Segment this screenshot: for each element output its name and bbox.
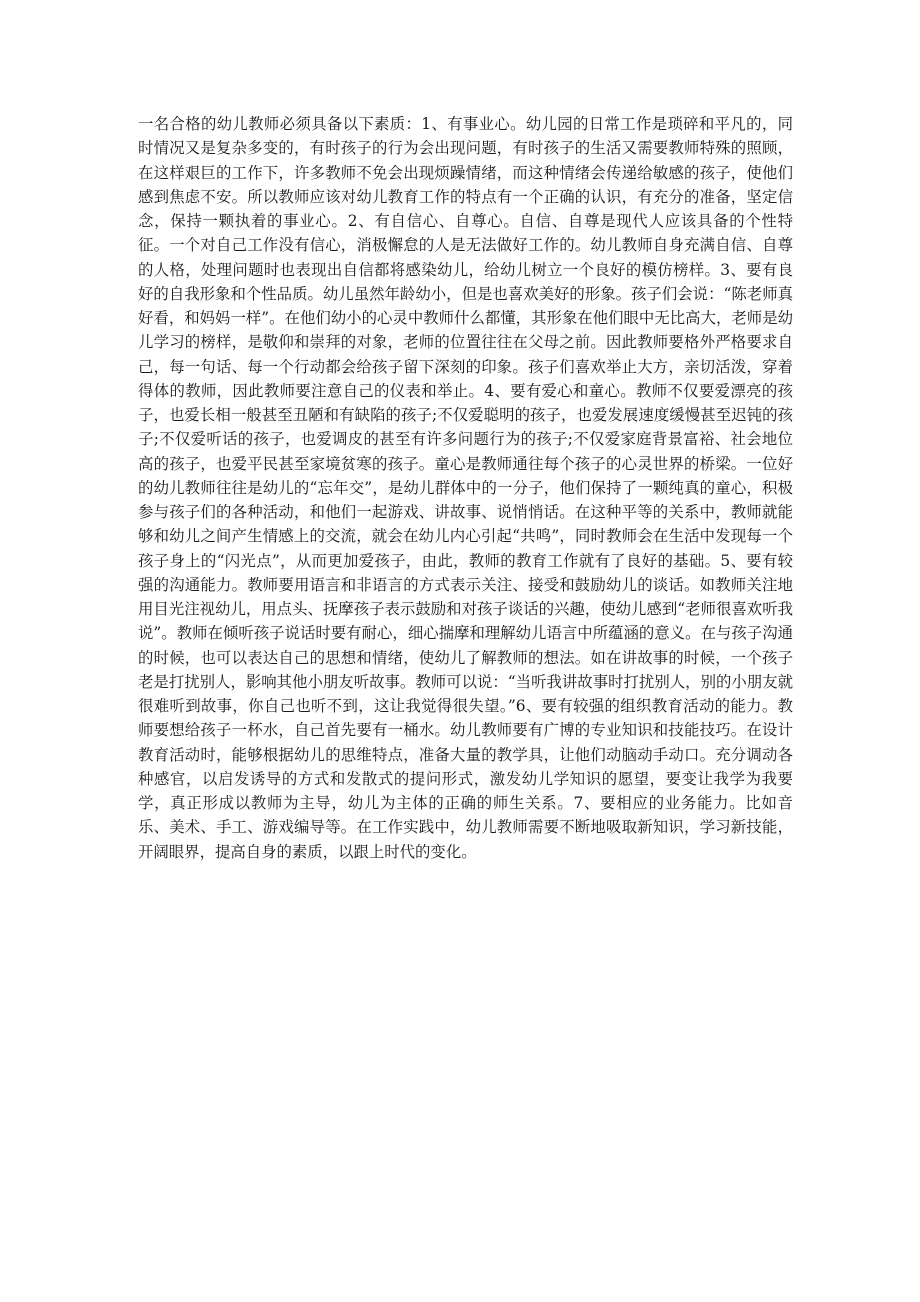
body-paragraph: 一名合格的幼儿教师必须具备以下素质：1、有事业心。幼儿园的日常工作是琐碎和平凡的，同时情况又是复杂多变的，有时孩子的行为会出现问题，有时孩子的生活又需要教师特殊的照顾，在这样艰巨的工作下，许多教师不免会出现烦躁情绪，而这种情绪会传递给敏感的孩子，使他们感到焦虑不安。所以教师应该对幼儿教育工作的特点有一个正确的认识，有充分的准备，坚定信念，保持一颗执着的事业心。2、有自信心、自尊心。自信、自尊是现代人应该具备的个性特征。一个对自己工作没有信心，消极懈怠的人是无法做好工作的。幼儿教师自身充满自信、自尊的人格，处理问题时也表现出自信都将感染幼儿，给幼儿树立一个良好的模仿榜样。3、要有良好的自我形象和个性品质。幼儿虽然年龄幼小，但是也喜欢美好的形象。孩子们会说：“陈老师真好看，和妈妈一样”。在他们幼小的心灵中教师什么都懂，其形象在他们眼中无比高大，老师是幼儿学习的榜样，是敬仰和崇拜的对象，老师的位置往往在父母之前。因此教师要格外严格要求自己，每一句话、每一个行动都会给孩子留下深刻的印象。孩子们喜欢举止大方，亲切活泼，穿着得体的教师，因此教师要注意自己的仪表和举止。4、要有爱心和童心。教师不仅要爱漂亮的孩子，也爱长相一般甚至丑陋和有缺陷的孩子;不仅爱聪明的孩子，也爱发展速度缓慢甚至迟钝的孩子;不仅爱听话的孩子，也爱调皮的甚至有许多问题行为的孩子;不仅爱家庭背景富裕、社会地位高的孩子，也爱平民甚至家境贫寒的孩子。童心是教师通往每个孩子的心灵世界的桥梁。一位好的幼儿教师往往是幼儿的“忘年交”，是幼儿群体中的一分子，他们保持了一颗纯真的童心，积极参与孩子们的各种活动，和他们一起游戏、讲故事、说悄悄话。在这种平等的关系中，教师就能够和幼儿之间产生情感上的交流，就会在幼儿内心引起“共鸣”，同时教师会在生活中发现每一个孩子身上的“闪光点”，从而更加爱孩子，由此，教师的教育工作就有了良好的基础。5、要有较强的沟通能力。教师要用语言和非语言的方式表示关注、接受和鼓励幼儿的谈话。如教师关注地用目光注视幼儿，用点头、抚摩孩子表示鼓励和对孩子谈话的兴趣，使幼儿感到“老师很喜欢听我说”。教师在倾听孩子说话时要有耐心，细心揣摩和理解幼儿语言中所蕴涵的意义。在与孩子沟通的时候，也可以表达自己的思想和情绪，使幼儿了解教师的想法。如在讲故事的时候，一个孩子老是打扰别人，影响其他小朋友听故事。教师可以说：“当听我讲故事时打扰别人，别的小朋友就很难听到故事，你自己也听不到，这让我觉得很失望。”6、要有较强的组织教育活动的能力。教师要想给孩子一杯水，自己首先要有一桶水。幼儿教师要有广博的专业知识和技能技巧。在设计教育活动时，能够根据幼儿的思维特点，准备大量的教学具，让他们动脑动手动口。充分调动各种感官，以启发诱导的方式和发散式的提问形式，激发幼儿学知识的愿望，要变让我学为我要学，真正形成以教师为主导，幼儿为主体的正确的师生关系。7、要相应的业务能力。比如音乐、美术、手工、游戏编导等。在工作实践中，幼儿教师需要不断地吸取新知识，学习新技能，开阔眼界，提高自身的素质，以跟上时代的变化。 — [138, 115, 793, 861]
